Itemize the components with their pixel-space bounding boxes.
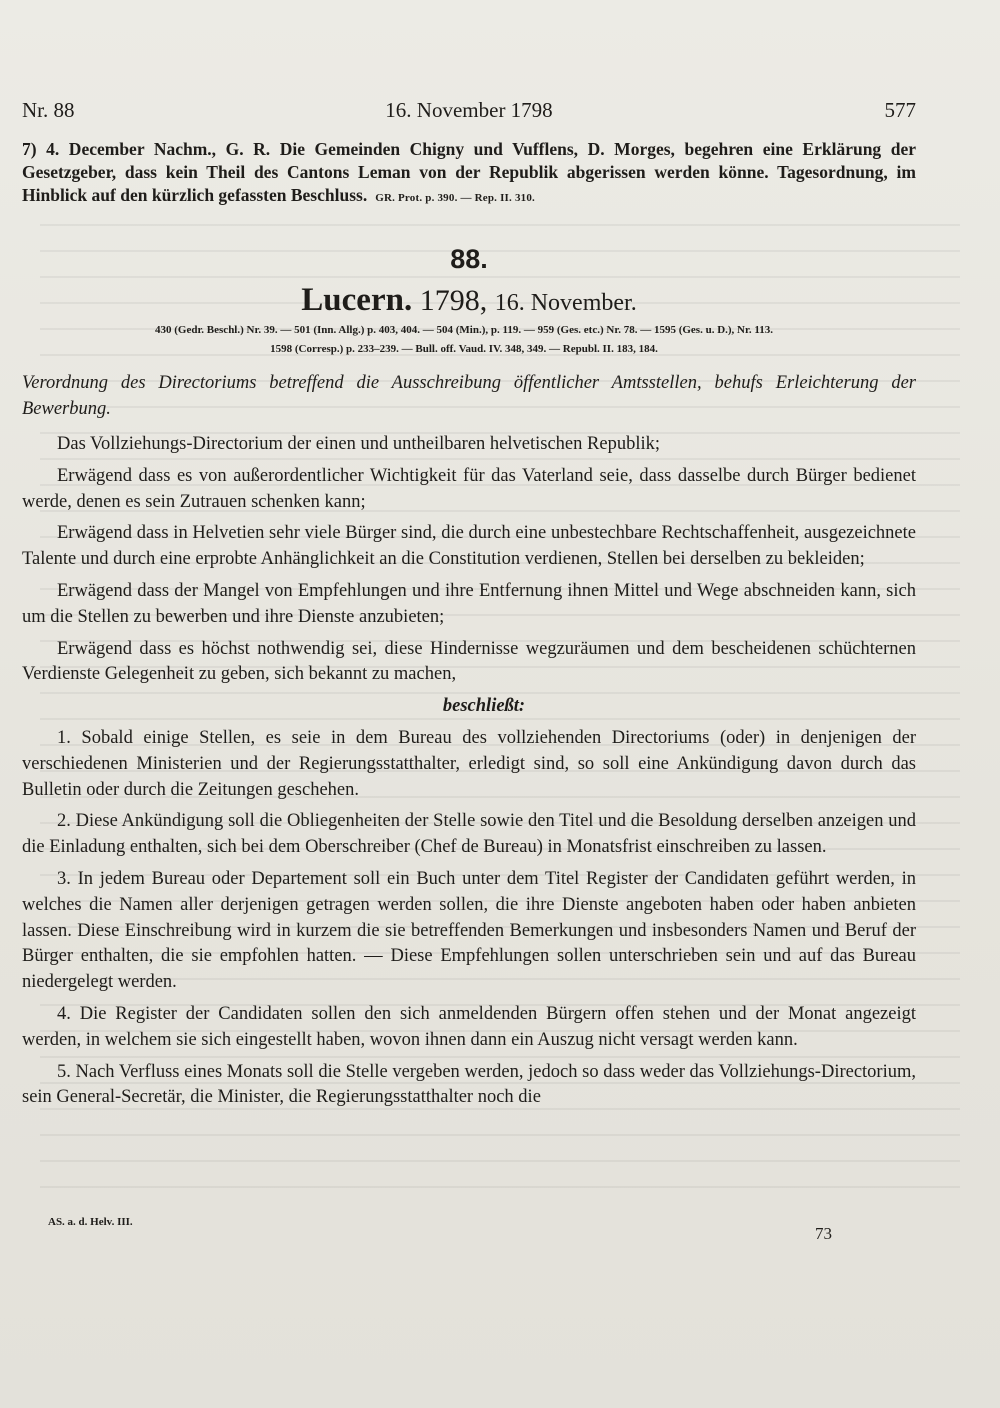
intro-paragraph bbox=[22, 138, 916, 210]
intro-text-wrap bbox=[22, 138, 916, 210]
entry-city: Lucern. bbox=[301, 282, 413, 318]
article-paragraph: 3. In jedem Bureau oder Departement soll ein Buch unter dem Titel Register der Candidaten geführt werden, in welches die Namen aller derjenigen getragen werden sollen, die ihre Dienste angeboten haben oder haben anbieten lassen. Diese Einschreibung wird in kurzem die sie betreffenden Bemerkungen und insbesonders Namen und Beruf der Bürger enthalten, die sie empfohlen hatten. — Diese Empfehlungen sollen unterschrieben sein und auf das Bureau niedergelegt werden. bbox=[22, 868, 916, 993]
source-line-2: 1598 (Corresp.) p. 233–239. — Bull. off. Vaud. IV. 348, 349. — Republ. II. 183, 184. bbox=[270, 343, 658, 355]
intro-reference: GR. Prot. p. 390. — Rep. II. 310. bbox=[375, 192, 535, 204]
preamble-paragraph: Erwägend dass es höchst nothwendig sei, diese Hindernisse wegzuräumen und dem bescheidenen schüchternen Verdienste Gelegenheit zu geben, sich bekannt zu machen, bbox=[22, 638, 916, 685]
source-references bbox=[22, 321, 916, 359]
footer-collection-label: AS. a. d. Helv. III. bbox=[48, 1216, 133, 1228]
running-header bbox=[22, 98, 916, 123]
preamble-paragraph: Erwägend dass es von außerordentlicher Wichtigkeit für das Vaterland seie, dass dasselbe durch Bürger bedienet werde, denen es sein Zutrauen schenken kann; bbox=[22, 465, 916, 512]
entry-year: 1798, bbox=[419, 284, 488, 317]
preamble-paragraph: Das Vollziehungs-Directorium der einen und untheilbaren helvetischen Republik; bbox=[57, 434, 660, 454]
decree-body bbox=[22, 432, 916, 1117]
intro-text: 7) 4. December Nachm., G. R. Die Gemeinden Chigny und Vufflens, D. Morges, begehren eine Erklärung der Gesetzgeber, dass kein Theil des Cantons Leman von der Republik abgerissen werden könne. Tagesordnung, im Hinblick auf den kürzlich gefassten Beschluss. bbox=[22, 139, 916, 205]
preamble-paragraph: Erwägend dass in Helvetien sehr viele Bürger sind, die durch eine unbestechbare Rechtschaffenheit, ausgezeichnete Talente und durch eine erprobte Anhänglichkeit an die Constitution verdienen, Stellen bei derselben zu bekleiden; bbox=[22, 523, 916, 570]
article-paragraph: 2. Diese Ankündigung soll die Obliegenheiten der Stelle sowie den Titel und die Besoldung derselben anzeigen und die Einladung enthalten, sich bei dem Oberschreiber (Chef de Bureau) in Monatsfrist einschreiben zu lassen. bbox=[22, 811, 916, 858]
decree-resolves: beschließt: bbox=[442, 696, 526, 717]
entry-number: 88. bbox=[450, 244, 488, 274]
header-entry-number: Nr. 88 bbox=[22, 98, 75, 122]
entry-date: 16. November. bbox=[494, 290, 637, 316]
article-paragraph: 4. Die Register der Candidaten sollen den sich anmeldenden Bürgern offen stehen und der Monat angezeigt werden, in welchem sie sich eingestellt haben, wovon ihnen dann ein Auszug nicht versagt werden kann. bbox=[22, 1003, 916, 1050]
header-date: 16. November 1798 bbox=[385, 98, 553, 122]
article-paragraph: 1. Sobald einige Stellen, es seie in dem Bureau des vollziehenden Directoriums (oder) in denjenigen der verschiedenen Ministerien und der Regierungsstatthalter, erledigt sind, so soll eine Ankündigung davon durch das Bulletin oder durch die Zeitungen geschehen. bbox=[22, 727, 916, 800]
source-line-1: 430 (Gedr. Beschl.) Nr. 39. — 501 (Inn. Allg.) p. 403, 404. — 504 (Min.), p. 119. — 959 (Ges. etc.) Nr. 78. — 1595 (Ges. u. D.), Nr. 113. bbox=[154, 324, 774, 336]
entry-place-date bbox=[0, 282, 938, 319]
article-paragraph: 5. Nach Verfluss eines Monats soll die Stelle vergeben werden, jedoch so dass weder das Vollziehungs-Directorium, sein General-Secretär, die Minister, die Regierungsstatthalter noch die bbox=[22, 1061, 916, 1108]
footer-signature-number: 73 bbox=[815, 1224, 832, 1243]
preamble-paragraph: Erwägend dass der Mangel von Empfehlungen und ihre Entfernung ihnen Mittel und Wege abschneiden kann, sich um die Stellen zu bewerben und ihre Dienste anzubieten; bbox=[22, 580, 916, 627]
decree-title: Verordnung des Directoriums betreffend die Ausschreibung öffentlicher Amtsstellen, behufs Erleichterung der Bewerbung. bbox=[22, 373, 916, 419]
page-number: 577 bbox=[884, 98, 916, 122]
